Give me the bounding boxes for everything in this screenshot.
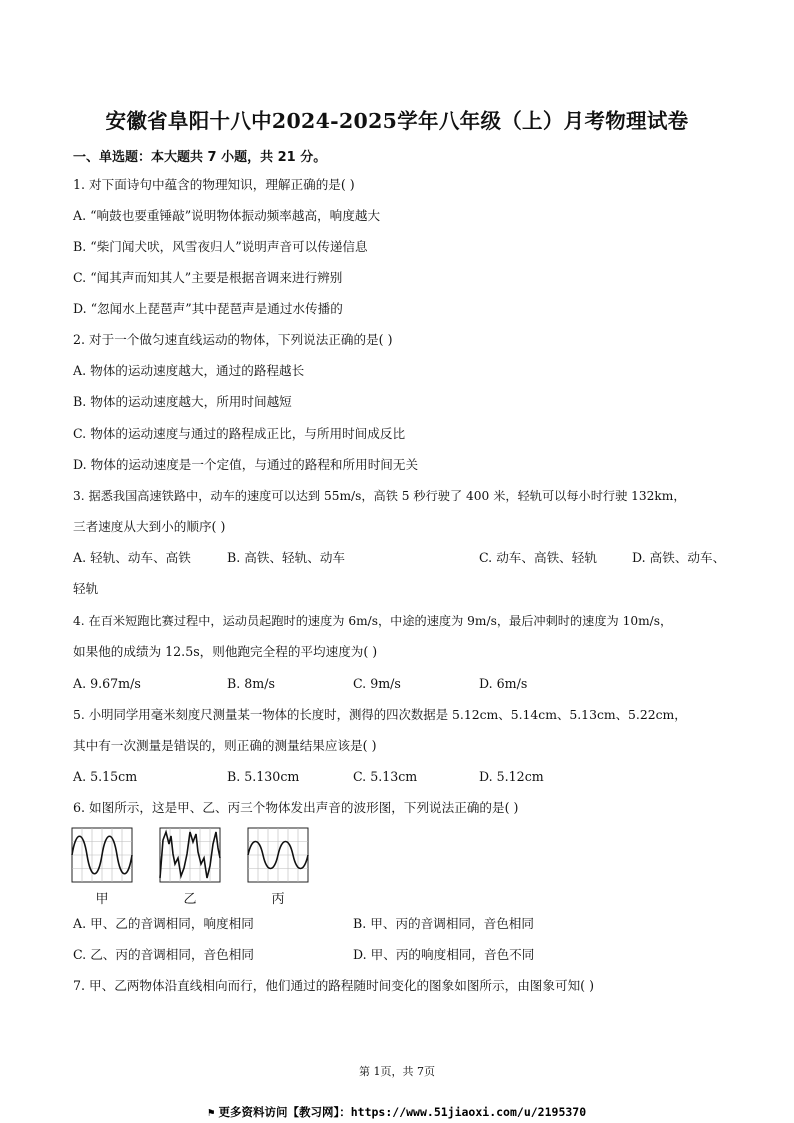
page-number: 第 1页，共 7页 — [359, 1065, 435, 1078]
question-6-stem: 6. 如图所示，这是甲、乙、丙三个物体发出声音的波形图，下列说法正确的是( ) — [73, 800, 519, 815]
q5-option-b: B. 5.130cm — [227, 769, 300, 784]
q5-option-d: D. 5.12cm — [479, 769, 544, 784]
q1-option-c: C. “闻其声而知其人”主要是根据音调来进行辨别 — [73, 270, 343, 285]
q5-option-a: A. 5.15cm — [73, 769, 138, 784]
question-1-stem: 1. 对下面诗句中蕴含的物理知识，理解正确的是( ) — [73, 177, 355, 192]
wave-label-yi: 乙 — [183, 892, 197, 907]
resource-link-text[interactable]: 更多资料访问【教习网】：https://www.51jiaoxi.com/u/2195370 — [218, 1105, 587, 1119]
q2-option-b: B. 物体的运动速度越大，所用时间越短 — [73, 394, 292, 409]
q6-option-b: B. 甲、丙的音调相同，音色相同 — [353, 916, 534, 931]
wave-label-jia: 甲 — [95, 892, 109, 907]
waveform-yi — [160, 828, 220, 882]
q4-option-a: A. 9.67m/s — [73, 676, 141, 691]
q3-option-d-wrap: 轻轨 — [73, 581, 99, 596]
section-heading: 一、单选题：本大题共 7 小题，共 21 分。 — [73, 150, 327, 165]
question-4-stem-line-1: 4. 在百米短跑比赛过程中，运动员起跑时的速度为 6m/s，中途的速度为 9m/s，最后冲刺时的速度为 10m/s， — [73, 614, 673, 628]
q4-option-c: C. 9m/s — [353, 676, 401, 691]
question-4-stem-line-2: 如果他的成绩为 12.5s，则他跑完全程的平均速度为( ) — [73, 644, 378, 659]
question-3-stem-line-1: 3. 据悉我国高速铁路中，动车的速度可以达到 55m/s，高铁 5 秒行驶了 400 米，轻轨可以每小时行驶 132km， — [73, 489, 686, 503]
q3-option-d: D. 高铁、动车、 — [632, 550, 726, 565]
exam-title: 安徽省阜阳十八中2024-2025学年八年级（上）月考物理试卷 — [105, 109, 689, 133]
q2-option-d: D. 物体的运动速度是一个定值，与通过的路程和所用时间无关 — [73, 457, 419, 472]
q1-option-b: B. “柴门闻犬吠，风雪夜归人”说明声音可以传递信息 — [73, 239, 368, 254]
q3-option-a: A. 轻轨、动车、高铁 — [73, 550, 191, 565]
question-3-stem-line-2: 三者速度从大到小的顺序( ) — [73, 519, 226, 534]
question-5-stem-line-1: 5. 小明同学用毫米刻度尺测量某一物体的长度时，测得的四次数据是 5.12cm、5.14cm、5.13cm、5.22cm， — [73, 707, 687, 722]
q1-option-d: D. “忽闻水上琵琶声”其中琵琶声是通过水传播的 — [73, 301, 343, 316]
wave-label-bing: 丙 — [271, 892, 285, 907]
question-7-stem: 7. 甲、乙两物体沿直线相向而行，他们通过的路程随时间变化的图象如图所示，由图象可知( ) — [73, 978, 595, 993]
resource-link-banner[interactable] — [0, 1104, 794, 1120]
q4-option-d: D. 6m/s — [479, 676, 528, 691]
waveform-jia — [72, 828, 132, 882]
q6-option-a: A. 甲、乙的音调相同，响度相同 — [73, 916, 254, 931]
q3-option-c: C. 动车、高铁、轻轨 — [479, 550, 597, 565]
waveform-bing — [248, 828, 308, 882]
q6-option-d: D. 甲、丙的响度相同，音色不同 — [353, 947, 535, 962]
question-5-stem-line-2: 其中有一次测量是错误的，则正确的测量结果应该是( ) — [73, 738, 377, 753]
q2-option-c: C. 物体的运动速度与通过的路程成正比，与所用时间成反比 — [73, 426, 406, 441]
q3-option-b: B. 高铁、轻轨、动车 — [227, 550, 346, 565]
q6-option-c: C. 乙、丙的音调相同，音色相同 — [73, 947, 254, 962]
q1-option-a: A. “响鼓也要重锤敲”说明物体振动频率越高，响度越大 — [73, 208, 381, 223]
q4-option-b: B. 8m/s — [227, 676, 275, 691]
q5-option-c: C. 5.13cm — [353, 769, 418, 784]
flag-icon: ⚑ — [207, 1106, 215, 1119]
question-2-stem: 2. 对于一个做匀速直线运动的物体，下列说法正确的是( ) — [73, 332, 393, 347]
q2-option-a: A. 物体的运动速度越大，通过的路程越长 — [73, 363, 305, 378]
